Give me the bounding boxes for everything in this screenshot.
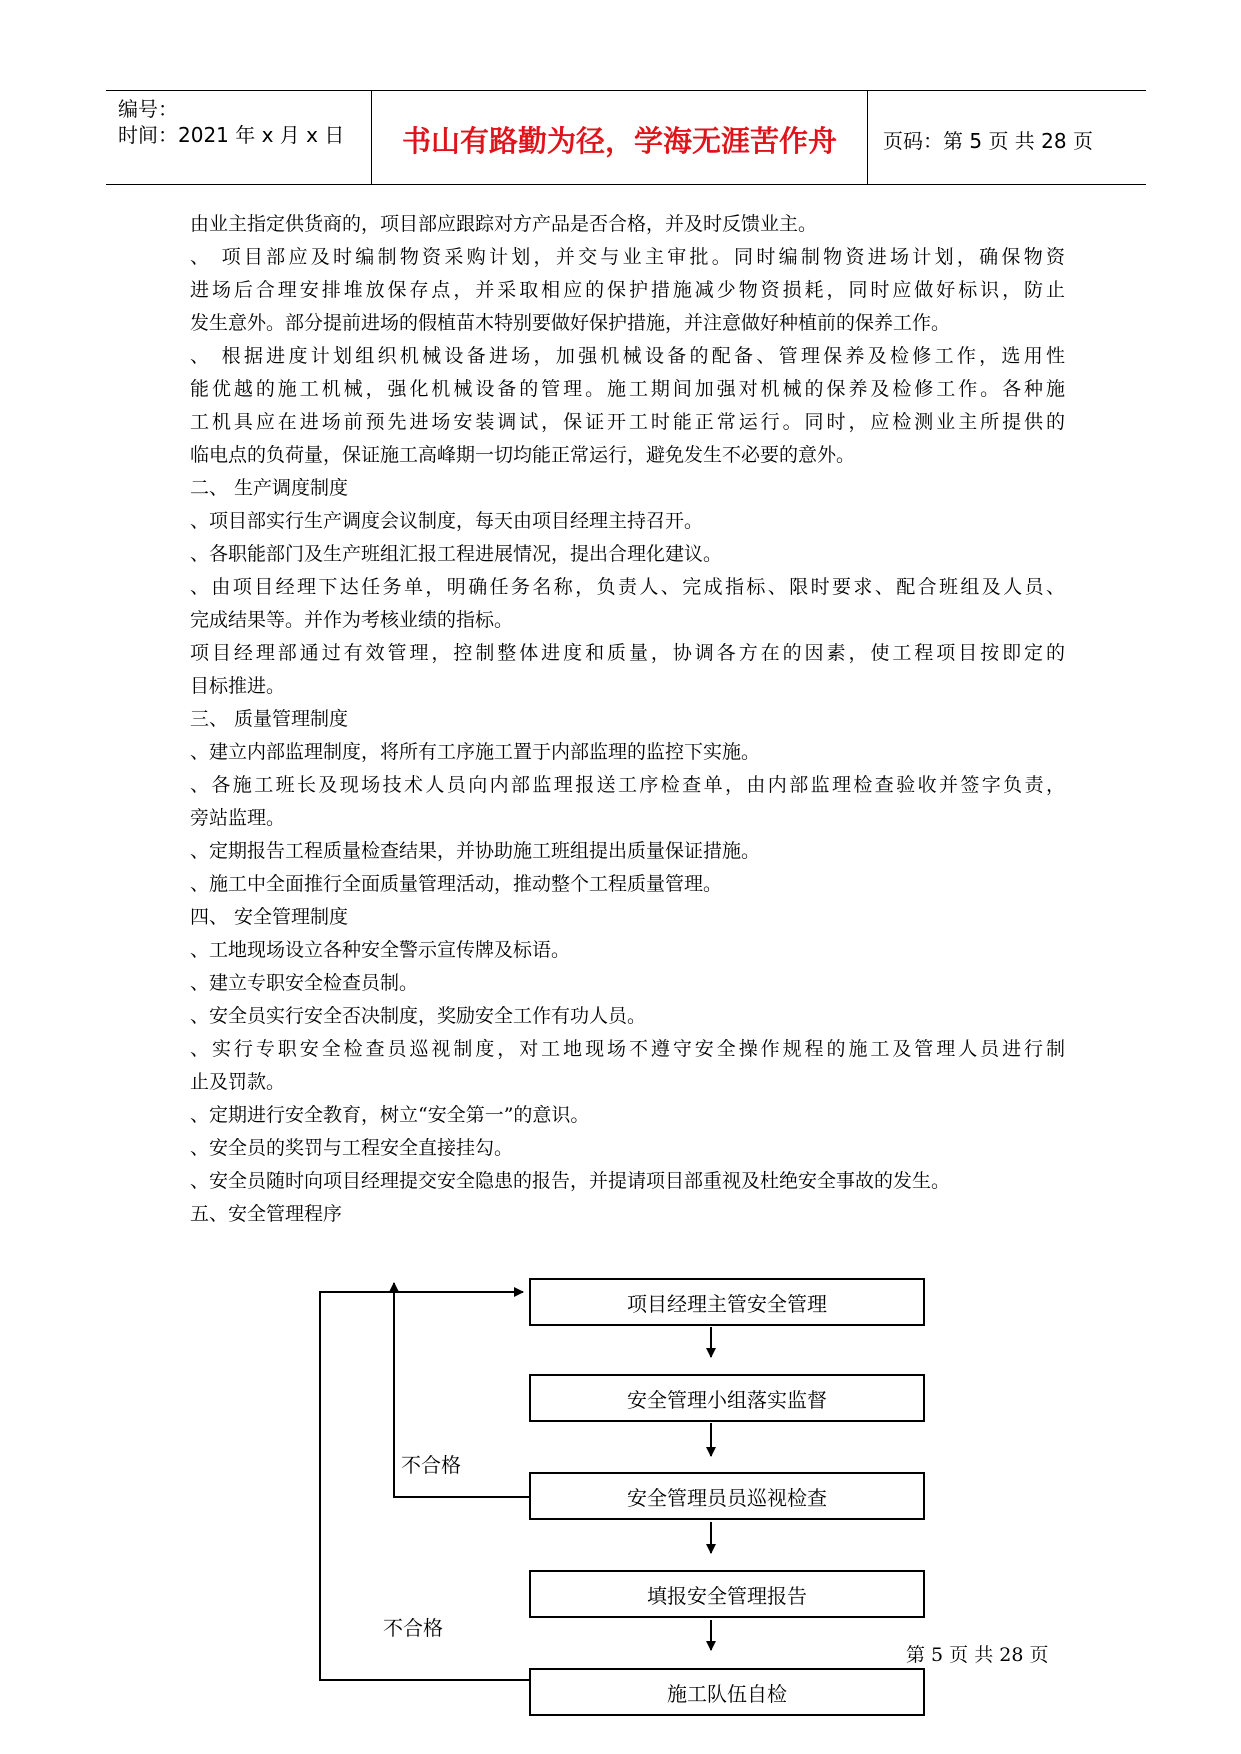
section-heading: 二、 生产调度制度 xyxy=(190,477,349,499)
flow-box-safety-group: 安全管理小组落实监督 xyxy=(529,1374,925,1422)
text-line: 目标推进。 xyxy=(190,675,286,697)
text-line: 、各施工班长及现场技术人员向内部监理报送工序检查单，由内部监理检查验收并签字负责， xyxy=(190,774,1065,796)
text-line: 临电点的负荷量，保证施工高峰期一切均能正常运行，避免发生不必要的意外。 xyxy=(190,444,856,466)
text-line: 、施工中全面推行全面质量管理活动，推动整个工程质量管理。 xyxy=(190,873,723,895)
text-line: 、定期报告工程质量检查结果，并协助施工班组提出质量保证措施。 xyxy=(190,840,761,862)
text-line: 、由项目经理下达任务单，明确任务名称，负责人、完成指标、限时要求、配合班组及人员、 xyxy=(190,576,1065,598)
text-line: 工机具应在进场前预先进场安装调试，保证开工时能正常运行。同时，应检测业主所提供的 xyxy=(190,411,1065,433)
text-line: 、工地现场设立各种安全警示宣传牌及标语。 xyxy=(190,939,571,961)
flow-box-self-inspection: 施工队伍自检 xyxy=(529,1668,925,1716)
text-line: 项目经理部通过有效管理，控制整体进度和质量，协调各方在的因素，使工程项目按即定的 xyxy=(190,642,1065,664)
flow-box-safety-report: 填报安全管理报告 xyxy=(529,1570,925,1618)
text-line: 、安全员随时向项目经理提交安全隐患的报告，并提请项目部重视及杜绝安全事故的发生。 xyxy=(190,1170,951,1192)
time-label: 时间：2021 年 x 月 x 日 xyxy=(118,123,345,147)
page-footer: 第 5 页 共 28 页 xyxy=(906,1644,1049,1666)
page-info: 页码：第 5 页 共 28 页 xyxy=(883,129,1093,153)
text-line: 、 根据进度计划组织机械设备进场，加强机械设备的配备、管理保养及检修工作，选用性 xyxy=(190,345,1065,367)
text-line: 、安全员的奖罚与工程安全直接挂勾。 xyxy=(190,1137,514,1159)
text-line: 能优越的施工机械，强化机械设备的管理。施工期间加强对机械的保养及检修工作。各种施 xyxy=(190,378,1065,400)
flow-box-project-manager: 项目经理主管安全管理 xyxy=(529,1278,925,1326)
text-line: 、实行专职安全检查员巡视制度，对工地现场不遵守安全操作规程的施工及管理人员进行制 xyxy=(190,1038,1065,1060)
text-line: 完成结果等。并作为考核业绩的指标。 xyxy=(190,609,514,631)
text-line: 、项目部实行生产调度会议制度，每天由项目经理主持召开。 xyxy=(190,510,704,532)
section-heading: 五、安全管理程序 xyxy=(190,1203,343,1225)
number-label: 编号： xyxy=(118,97,178,121)
text-line: 、建立内部监理制度，将所有工序施工置于内部监理的监控下实施。 xyxy=(190,741,761,763)
flow-box-safety-inspection: 安全管理员员巡视检查 xyxy=(529,1472,925,1520)
text-line: 发生意外。部分提前进场的假植苗木特别要做好保护措施，并注意做好种植前的保养工作。 xyxy=(190,312,951,334)
text-line: 、建立专职安全检查员制。 xyxy=(190,972,419,994)
section-heading: 四、 安全管理制度 xyxy=(190,906,349,928)
text-line: 进场后合理安排堆放保存点，并采取相应的保护措施减少物资损耗，同时应做好标识，防止 xyxy=(190,279,1065,301)
text-line: 由业主指定供货商的，项目部应跟踪对方产品是否合格，并及时反馈业主。 xyxy=(190,213,818,235)
fail-label-outer: 不合格 xyxy=(383,1616,443,1640)
motto: 书山有路勤为径，学海无涯苦作舟 xyxy=(401,124,837,158)
text-line: 旁站监理。 xyxy=(190,807,286,829)
text-line: 、定期进行安全教育，树立“安全第一”的意识。 xyxy=(190,1104,590,1126)
section-heading: 三、 质量管理制度 xyxy=(190,708,349,730)
text-line: 、各职能部门及生产班组汇报工程进展情况，提出合理化建议。 xyxy=(190,543,723,565)
fail-label-inner: 不合格 xyxy=(401,1453,461,1477)
text-line: 止及罚款。 xyxy=(190,1071,286,1093)
text-line: 、 项目部应及时编制物资采购计划，并交与业主审批。同时编制物资进场计划，确保物资 xyxy=(190,246,1065,268)
text-line: 、安全员实行安全否决制度，奖励安全工作有功人员。 xyxy=(190,1005,647,1027)
